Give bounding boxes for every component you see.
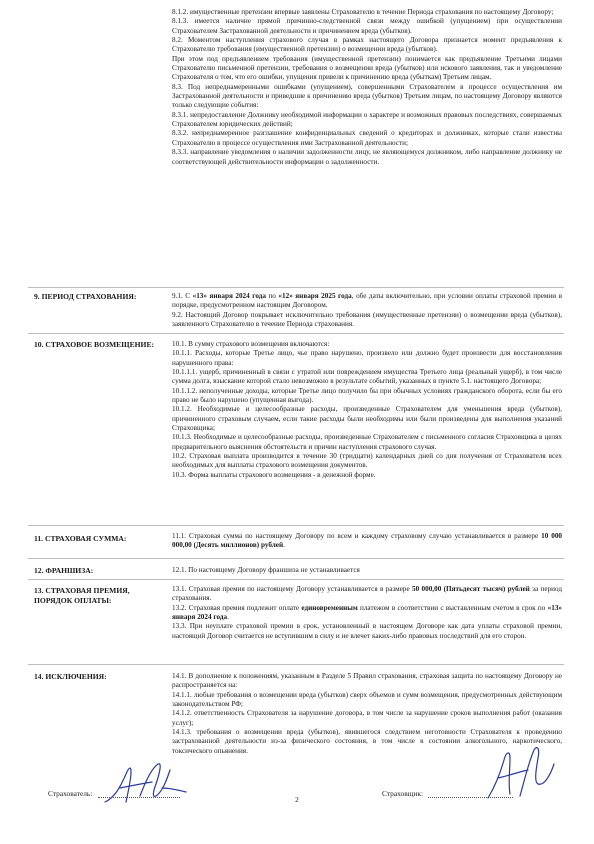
section-8-continuation — [172, 8, 562, 167]
paragraph: 8.2. Моментом наступления страхового случая в рамках настоящего Договора признается момент предъявления к Страхователю требования (имущественной претензии) о возмещении вреда (убытков). — [172, 36, 562, 54]
paragraph: 10.3. Форма выплаты страхового возмещения - в денежной форме. — [172, 470, 376, 479]
section-10-heading: 10. СТРАХОВОЕ ВОЗМЕЩЕНИЕ: — [34, 340, 155, 349]
paragraph: 14.1.2. ответственность Страхователя за нарушение договора, в том числе за нарушение сроков выполнения работ (оказания услуг); — [172, 709, 562, 727]
insured-signature-label: Страхователь: — [48, 789, 93, 798]
paragraph: 10.1.1.1. ущерб, причиненный в связи с утратой или повреждением имущества Третьего лица (реальный ущерб), в том числе сумма долга, взыскание которой стало невозможно в результате событий, указанных в пункте 5.1. настоящего Договора; — [172, 368, 562, 386]
paragraph: 10.2. Страховая выплата производится в течение 30 (тридцати) календарных дней со дня получения от Страхователя всех необходимых для выплаты страхового возмещения документов. — [172, 452, 562, 470]
section-divider — [28, 287, 564, 288]
section-14-heading: 14. ИСКЛЮЧЕНИЯ: — [34, 672, 107, 681]
paragraph: 10.1.2. Необходимые и целесообразные расходы, произведенные Страхователем для уменьшения вреда (убытков), причиненного страховым случаем, если такие расходы были необходимы или были произведены для выполнения указаний Страховщика; — [172, 405, 562, 433]
section-divider — [28, 579, 564, 580]
paragraph-13-1: 13.1. Страховая премия по настоящему Договору устанавливается в размере 50 000,00 (Пятьдесят тысяч) рублей за период страхования. — [172, 585, 562, 603]
section-divider — [28, 333, 564, 334]
section-9-body — [172, 292, 562, 329]
section-12-body — [172, 566, 562, 575]
paragraph: 8.3.1. непредоставление Должнику необходимой информации о характере и возможных правовых последствиях, совершаемых Страхователем юридических действий; — [172, 110, 562, 129]
section-9-heading: 9. ПЕРИОД СТРАХОВАНИЯ: — [34, 292, 137, 301]
paragraph-13-2: 13.2. Страховая премия подлежит оплате единовременным платежом в соответствии с выставленным счетом в срок по «13» января 2024 года. — [172, 603, 562, 622]
paragraph: 8.3.3. направление уведомления о наличии задолженности лицу, не являющемуся должником, либо направление должнику не соответствующей действительности информации о задолженности. — [172, 148, 562, 166]
paragraph: 10.1.1. Расходы, которые Третье лицо, чье право нарушено, произвело или должно будет произвести для восстановления нарушенного права: — [172, 349, 562, 367]
page-number: 2 — [295, 795, 299, 804]
paragraph: 10.1.3. Необходимые и целесообразные расходы, произведенные Страхователем с письменного согласия Страховщика в целях предварительного выяснения обстоятельств и причин наступления страхового случая. — [172, 433, 562, 451]
paragraph: 8.3. Под непреднамеренными ошибками (упущением), совершенными Страхователем в процессе осуществления им Застрахованной деятельности и приведшие к причинению вреда (убытков) Третьим лицам, по настоящему Договору являются только следующие события: — [172, 82, 562, 110]
paragraph-11-1: 11.1. Страховая сумма по настоящему Договору по всем и каждому страховому случаю устанавливается в размере 10 000 000,00 (Десять миллионов) рублей. — [172, 532, 563, 550]
paragraph: 14.1.1. любые требования о возмещении вреда (убытков) сверх объемов и сумм возмещения, предусмотренных действующим законодательством РФ; — [172, 690, 562, 709]
paragraph: 10.1. В сумму страхового возмещения включаются: — [172, 340, 330, 348]
paragraph: 8.1.2. имущественные претензии впервые заявлены Страхователю в течение Периода страхования по настоящему Договору; — [172, 8, 554, 16]
paragraph-9-1: 9.1. С «13» января 2024 года по «12» января 2025 года, обе даты включительно, при условии оплаты страховой премии в порядке, предусмотренном настоящим Договором. — [172, 292, 563, 310]
paragraph: 8.1.3. имеется наличие прямой причинно-следственной связи между ошибкой (упущением) при осуществлении Страхователем Застрахованной деятельности и причинением вреда (убытков). — [172, 17, 562, 35]
paragraph: 10.1.1.2. неполученные доходы, которые Третье лицо получило бы при обычных условиях гражданского оборота, если бы его право не было нарушено (упущенная выгода). — [172, 386, 562, 405]
section-divider — [28, 525, 564, 526]
section-13-heading: 13. СТРАХОВАЯ ПРЕМИЯ, ПОРЯДОК ОПЛАТЫ: — [34, 586, 130, 605]
insurer-signature-label: Страховщик: — [382, 789, 424, 798]
paragraph: При этом под предъявлением требования (имущественной претензии) понимается как предъявление Третьими лицами Страхователю письменной претензии, требования о возмещении вреда (убытков) или искового заявления, так и уведомление Страхователя о том, что его ошибки, упущения привели к причинению вреда (убыткам) Третьим лицам. — [172, 54, 562, 82]
section-11-heading: 11. СТРАХОВАЯ СУММА: — [34, 534, 127, 543]
paragraph: 14.1. В дополнение к положениям, указанным в Разделе 5 Правил страхования, страховая защита по настоящему Договору не распространяется на: — [172, 672, 562, 690]
section-11-body — [172, 532, 562, 551]
section-10-body — [172, 340, 562, 480]
section-12-heading: 12. ФРАНШИЗА: — [34, 566, 94, 575]
section-divider — [28, 664, 564, 665]
insurer-signature — [480, 742, 560, 804]
paragraph-12-1: 12.1. По настоящему Договору франшиза не устанавливается — [172, 566, 360, 574]
paragraph-13-3: 13.3. При неуплате страховой премии в срок, установленный в настоящем Договоре как дата уплаты страховой премии, настоящий Договор считается не вступившим в силу и не влечет каких-либо правовых последствий для его сторон. — [172, 622, 562, 640]
section-13-body — [172, 585, 562, 641]
paragraph-9-2: 9.2. Настоящий Договор покрывает исключительно требования (имущественные претензии) о возмещении вреда (убытков), заявленного Страхователю в течение Периода страхования. — [172, 310, 562, 329]
section-divider — [28, 558, 564, 559]
paragraph: 8.3.2. непреднамеренное разглашение конфиденциальных сведений о кредиторах и должниках, которые стали известны Страхователю в процессе осуществления ими Застрахованной деятельности; — [172, 129, 562, 147]
paragraph: 14.1.3. требования о возмещении вреда (убытков), явившегося следствием неготовности Страхователя к проведению застрахованной деятельности из-за физического состояния, в том числе в состоянии алкогольного, наркотического, токсического опьянения. — [172, 728, 562, 755]
